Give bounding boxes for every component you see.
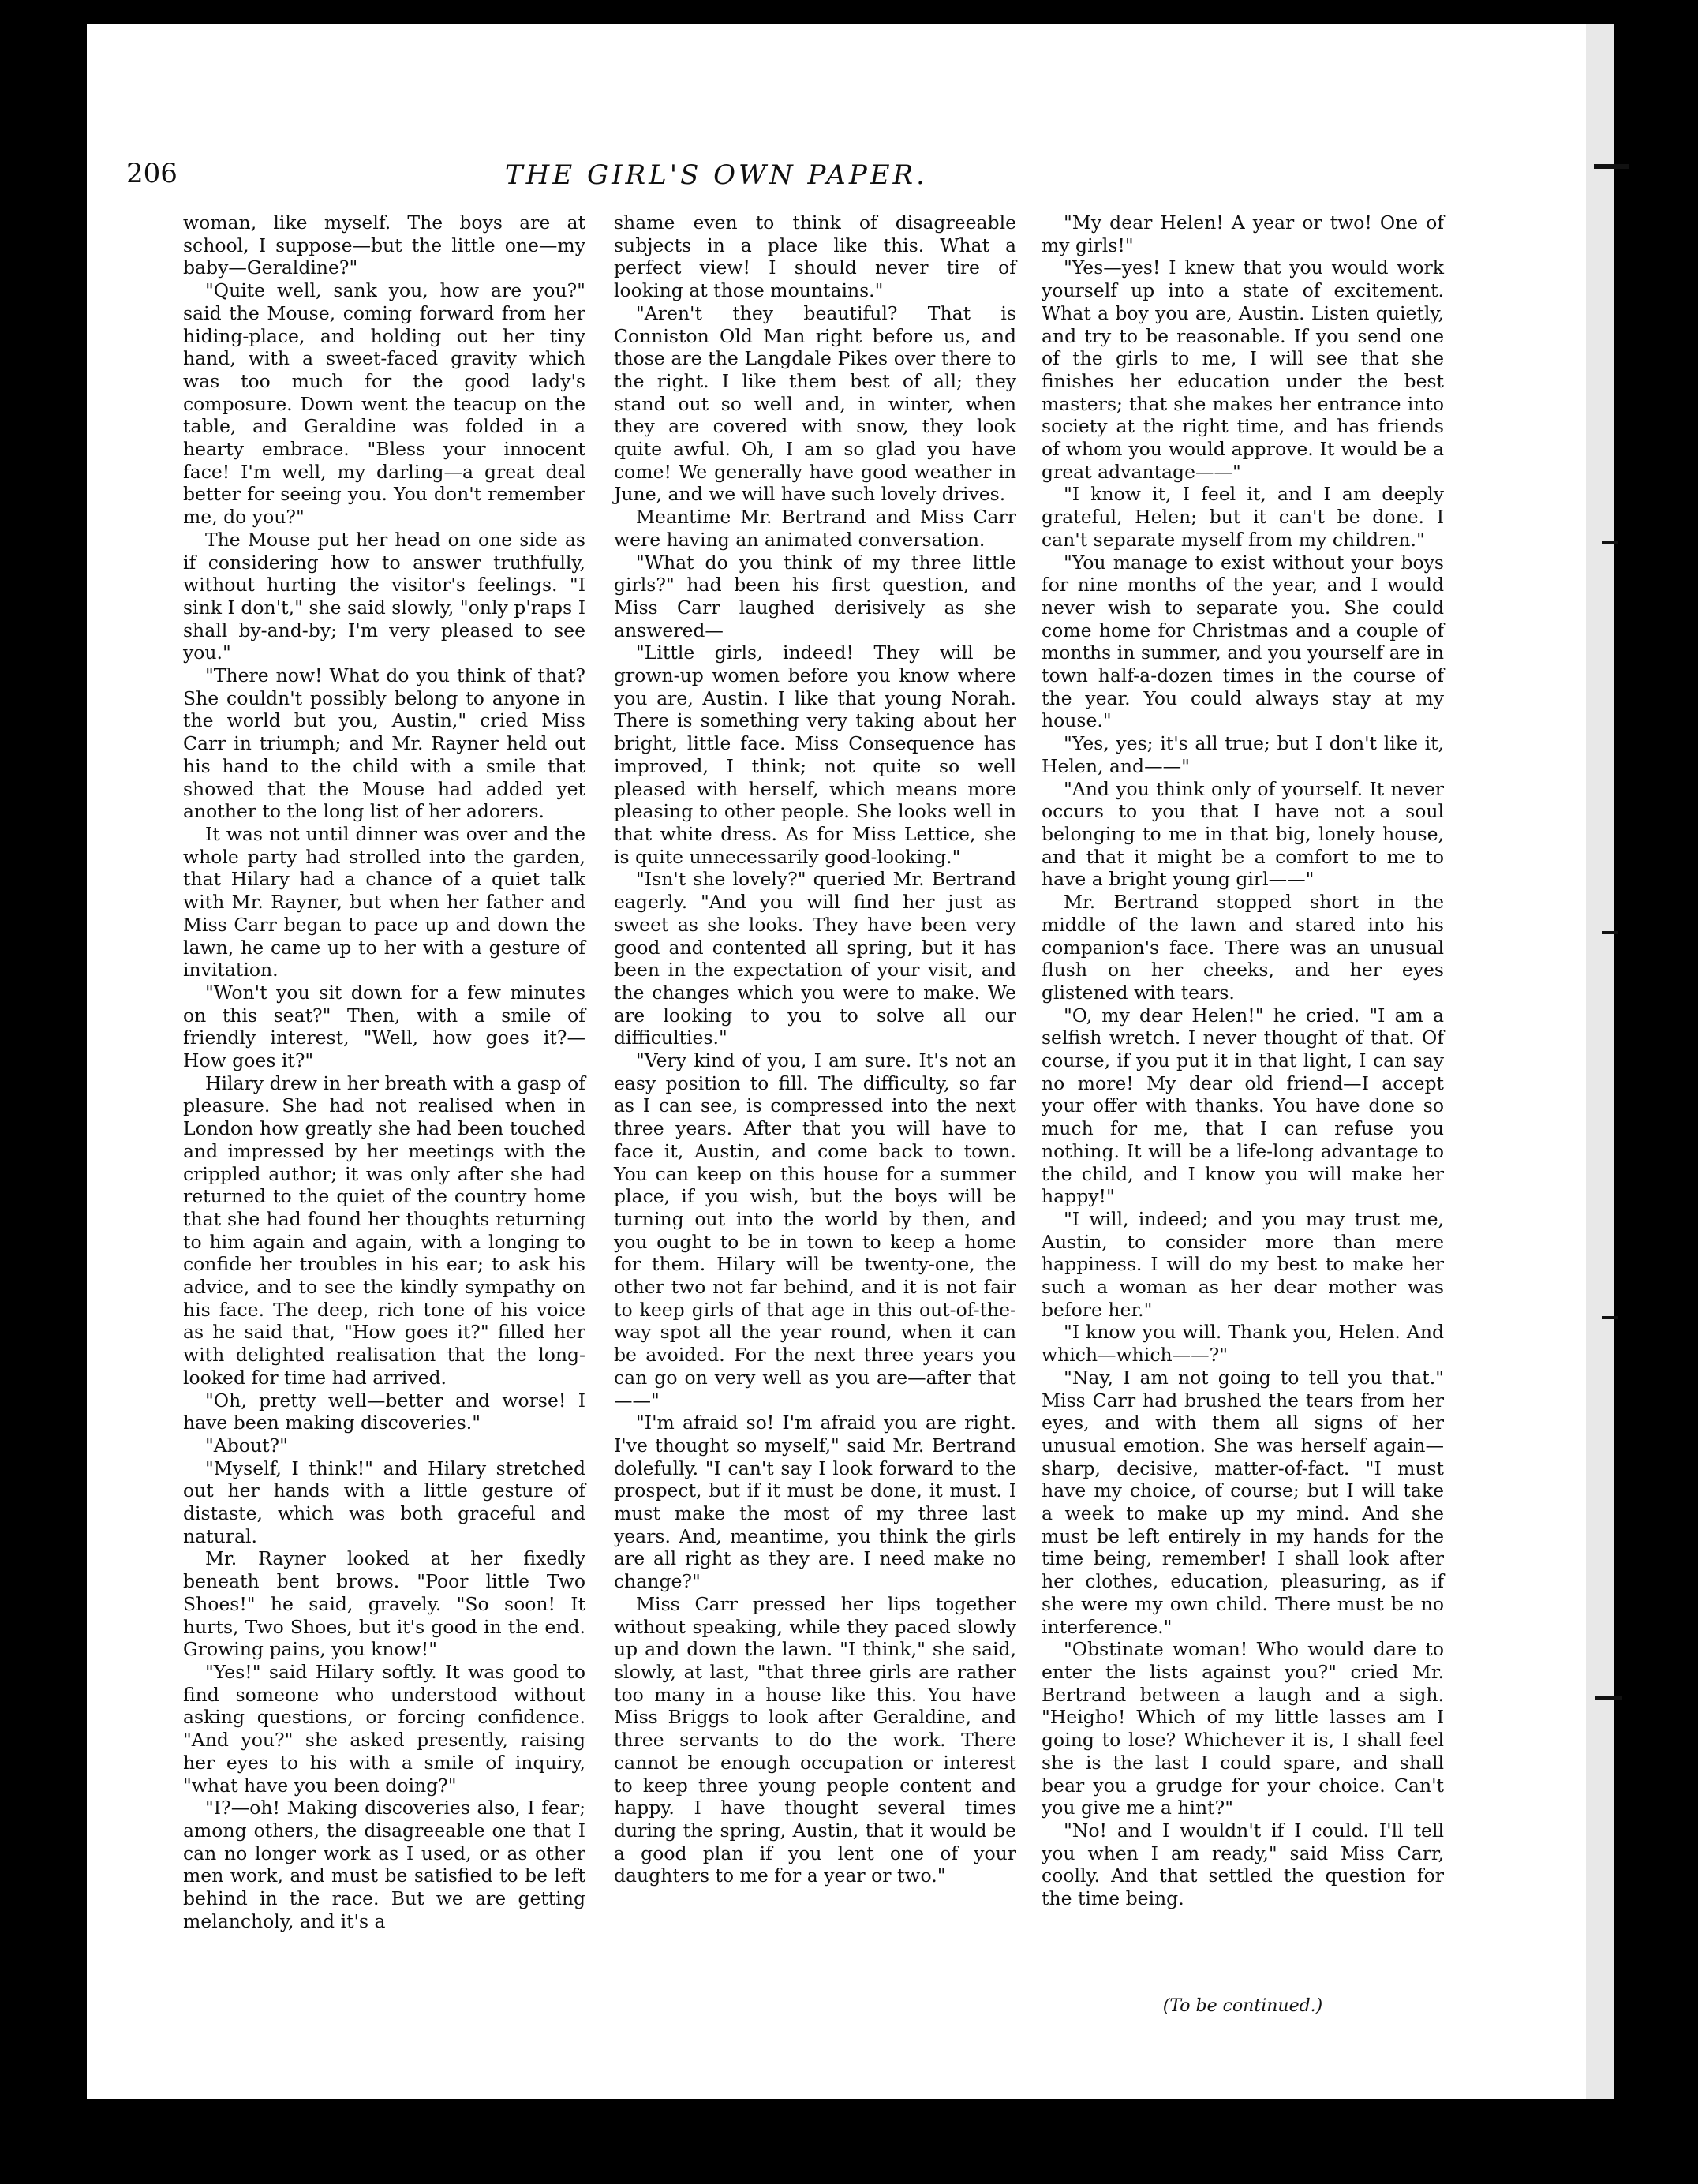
paragraph: "Little girls, indeed! They will be grown-up women before you know where you are, Austin. I like that young Norah. There is something very taking about her bright, little face. Miss Consequence has improved, I think; not quite so well pleased with herself, which means more pleasing to other people. She looks well in that white dress. As for Miss Lettice, she is quite unnecessarily good-looking." bbox=[614, 641, 1016, 868]
paragraph: "I will, indeed; and you may trust me, Austin, to consider more than mere happiness. I will do my best to make her such a woman as her dear mother was before her." bbox=[1042, 1207, 1444, 1321]
to-be-continued: (To be continued.) bbox=[1162, 1996, 1323, 2016]
paragraph: "About?" bbox=[205, 1434, 288, 1457]
paragraph: The Mouse put her head on one side as if considering how to answer truthfully, without hurting the visitor's feelings. "I sink I don't," she said slowly, "only p'raps I shall by-and-by; I'm very pleased to see you." bbox=[183, 528, 585, 664]
paragraph: "I know you will. Thank you, Helen. And which—which——?" bbox=[1042, 1321, 1444, 1367]
paragraph: "I?—oh! Making discoveries also, I fear; among others, the disagreeable one that I can no longer work as I used, or as other men work, and must be satisfied to be left behind in the race. But we are getting melancholy, and it's a bbox=[183, 1797, 585, 1932]
paragraph: "My dear Helen! A year or two! One of my girls!" bbox=[1042, 211, 1444, 256]
paragraph: "O, my dear Helen!" he cried. "I am a selfish wretch. I never thought of that. Of course, if you put it in that light, I can say no more! My dear old friend—I accept your offer with thanks. You have done so much for me, that I can refuse you nothing. It will be a life-long advantage to the child, and I know you will make her happy!" bbox=[1042, 1004, 1444, 1208]
paragraph: "No! and I wouldn't if I could. I'll tell you when I am ready," said Miss Carr, coolly. And that settled the question for the time being. bbox=[1042, 1819, 1444, 1910]
paragraph: "Yes!" said Hilary softly. It was good to find someone who understood without asking questions, or forcing confidence. "And you?" she asked presently, raising her eyes to his with a smile of inquiry, "what have you been doing?" bbox=[183, 1661, 585, 1797]
paragraph: Miss Carr pressed her lips together without speaking, while they paced slowly up and down the lawn. "I think," she said, slowly, at last, "that three girls are rather too many in a house like this. You have Miss Briggs to look after Geraldine, and three servants to do the work. There cannot be enough occupation or interest to keep three young people content and happy. I have thought several times during the spring, Austin, that it would be a good plan if you lent one of your daughters to me for a year or two." bbox=[614, 1592, 1016, 1887]
paragraph: woman, like myself. The boys are at school, I suppose—but the little one—my baby—Geraldine?" bbox=[183, 211, 585, 279]
paragraph: "Quite well, sank you, how are you?" said the Mouse, coming forward from her hiding-place, and holding out her tiny hand, with a sweet-faced gravity which was too much for the good lady's composure. Down went the teacup on the table, and Geraldine was folded in a hearty embrace. "Bless your innocent face! I'm well, my darling—a great deal better for seeing you. You don't remember me, do you?" bbox=[183, 279, 585, 529]
paragraph: Hilary drew in her breath with a gasp of pleasure. She had not realised when in London how greatly she had been touched and impressed by her meetings with the crippled author; it was only after she had returned to the quiet of the country home that she had found her thoughts returning to him again and again, with a longing to confide her troubles in his ear; to ask his advice, and to see the kindly sympathy on his face. The deep, rich tone of his voice as he said that, "How goes it?" filled her with delighted realisation that the long-looked for time had arrived. bbox=[183, 1071, 585, 1389]
paragraph: "What do you think of my three little girls?" had been his first question, and Miss Carr laughed derisively as she answered— bbox=[614, 551, 1016, 641]
paragraph: "I know it, I feel it, and I am deeply grateful, Helen; but it can't be done. I can't separate myself from my children." bbox=[1042, 483, 1444, 551]
paragraph: "There now! What do you think of that? She couldn't possibly belong to anyone in the world but you, Austin," cried Miss Carr in triumph; and Mr. Rayner held out his hand to the child with a smile that showed that the Mouse had added yet another to the long list of her adorers. bbox=[183, 664, 585, 823]
text-column-3 bbox=[1042, 211, 1444, 1910]
paragraph: shame even to think of disagreeable subjects in a place like this. What a perfect view! I should never tire of looking at those mountains." bbox=[614, 211, 1016, 302]
paragraph: "Yes, yes; it's all true; but I don't like it, Helen, and——" bbox=[1042, 732, 1444, 777]
edge-tick bbox=[1594, 164, 1629, 169]
paragraph: Meantime Mr. Bertrand and Miss Carr were having an animated conversation. bbox=[614, 506, 1016, 551]
edge-tick bbox=[1595, 1696, 1622, 1700]
paragraph: It was not until dinner was over and the whole party had strolled into the garden, that Hilary had a chance of a quiet talk with Mr. Rayner, but when her father and Miss Carr began to pace up and down the lawn, he came up to her with a gesture of invitation. bbox=[183, 822, 585, 982]
paragraph: Mr. Bertrand stopped short in the middle of the lawn and stared into his companion's face. There was an unusual flush on her cheeks, and her eyes glistened with tears. bbox=[1042, 891, 1444, 1004]
paragraph: "Oh, pretty well—better and worse! I have been making discoveries." bbox=[183, 1389, 585, 1434]
paragraph: "And you think only of yourself. It never occurs to you that I have not a soul belonging to me in that big, lonely house, and that it might be a comfort to me to have a bright young girl——" bbox=[1042, 777, 1444, 891]
paragraph: "You manage to exist without your boys for nine months of the year, and I would never wish to separate you. She could come home for Christmas and a couple of months in summer, and you yourself are in town half-a-dozen times in the course of the year. You could always stay at my house." bbox=[1042, 551, 1444, 732]
paragraph: Mr. Rayner looked at her fixedly beneath bent brows. "Poor little Two Shoes!" he said, gravely. "So soon! It hurts, Two Shoes, but it's good in the end. Growing pains, you know!" bbox=[183, 1547, 585, 1661]
paragraph: "Isn't she lovely?" queried Mr. Bertrand eagerly. "And you will find her just as sweet as she looks. They have been very good and contented all spring, but it has been in the expectation of your visit, and the changes which you were to make. We are looking to you to solve all our difficulties." bbox=[614, 868, 1016, 1049]
paragraph: "Won't you sit down for a few minutes on this seat?" Then, with a smile of friendly interest, "Well, how goes it?—How goes it?" bbox=[183, 981, 585, 1072]
paragraph: "Aren't they beautiful? That is Conniston Old Man right before us, and those are the Langdale Pikes over there to the right. I like them best of all; they stand out so well and, in winter, when they are covered with snow, they look quite awful. Oh, I am so glad you have come! We generally have good weather in June, and we will have such lovely drives. bbox=[614, 301, 1016, 506]
paragraph: "Obstinate woman! Who would dare to enter the lists against you?" cried Mr. Bertrand between a laugh and a sigh. "Heigho! Which of my little lasses am I going to lose? Whichever it is, I shall feel she is the last I could spare, and shall bear you a grudge for your choice. Can't you give me a hint?" bbox=[1042, 1638, 1444, 1819]
edge-tick bbox=[1602, 931, 1618, 934]
paragraph: "Very kind of you, I am sure. It's not an easy position to fill. The difficulty, so far as I can see, is compressed into the next three years. After that you will have to face it, Austin, and come back to town. You can keep on this house for a summer place, if you wish, but the boys will be turning out into the world by then, and you ought to be in town to keep a home for them. Hilary will be twenty-one, the other two not far behind, and it is not fair to keep girls of that age in this out-of-the-way spot all the year round, when it can be avoided. For the next three years you can go on very well as you are—after that——" bbox=[614, 1049, 1016, 1412]
edge-tick bbox=[1602, 541, 1618, 544]
running-title: THE GIRL'S OWN PAPER. bbox=[505, 159, 928, 191]
paragraph: "Yes—yes! I knew that you would work yourself up into a state of excitement. What a boy you are, Austin. Listen quietly, and try to be reasonable. If you send one of the girls to me, I will see that she finishes her education under the best masters; that she makes her entrance into society at the right time, and has friends of whom you would approve. It would be a great advantage——" bbox=[1042, 256, 1444, 483]
paragraph: "I'm afraid so! I'm afraid you are right. I've thought so myself," said Mr. Bertrand dolefully. "I can't say I look forward to the prospect, but if it must be done, it must. I must make the most of my three last years. And, meantime, you think the girls are all right as they are. I need make no change?" bbox=[614, 1412, 1016, 1593]
paragraph: "Myself, I think!" and Hilary stretched out her hands with a little gesture of distaste, which was both graceful and natural. bbox=[183, 1457, 585, 1547]
text-column-2 bbox=[614, 211, 1016, 1887]
paragraph: "Nay, I am not going to tell you that." Miss Carr had brushed the tears from her eyes, and with them all signs of her unusual emotion. She was herself again—sharp, decisive, matter-of-fact. "I must have my choice, of course; but I will take a week to make up my mind. And she must be left entirely in my hands for the time being, remember! I shall look after her clothes, education, pleasuring, as if she were my own child. There must be no interference." bbox=[1042, 1366, 1444, 1638]
text-column-1 bbox=[183, 211, 585, 1932]
page-number: 206 bbox=[126, 158, 178, 189]
edge-tick bbox=[1602, 1316, 1618, 1319]
